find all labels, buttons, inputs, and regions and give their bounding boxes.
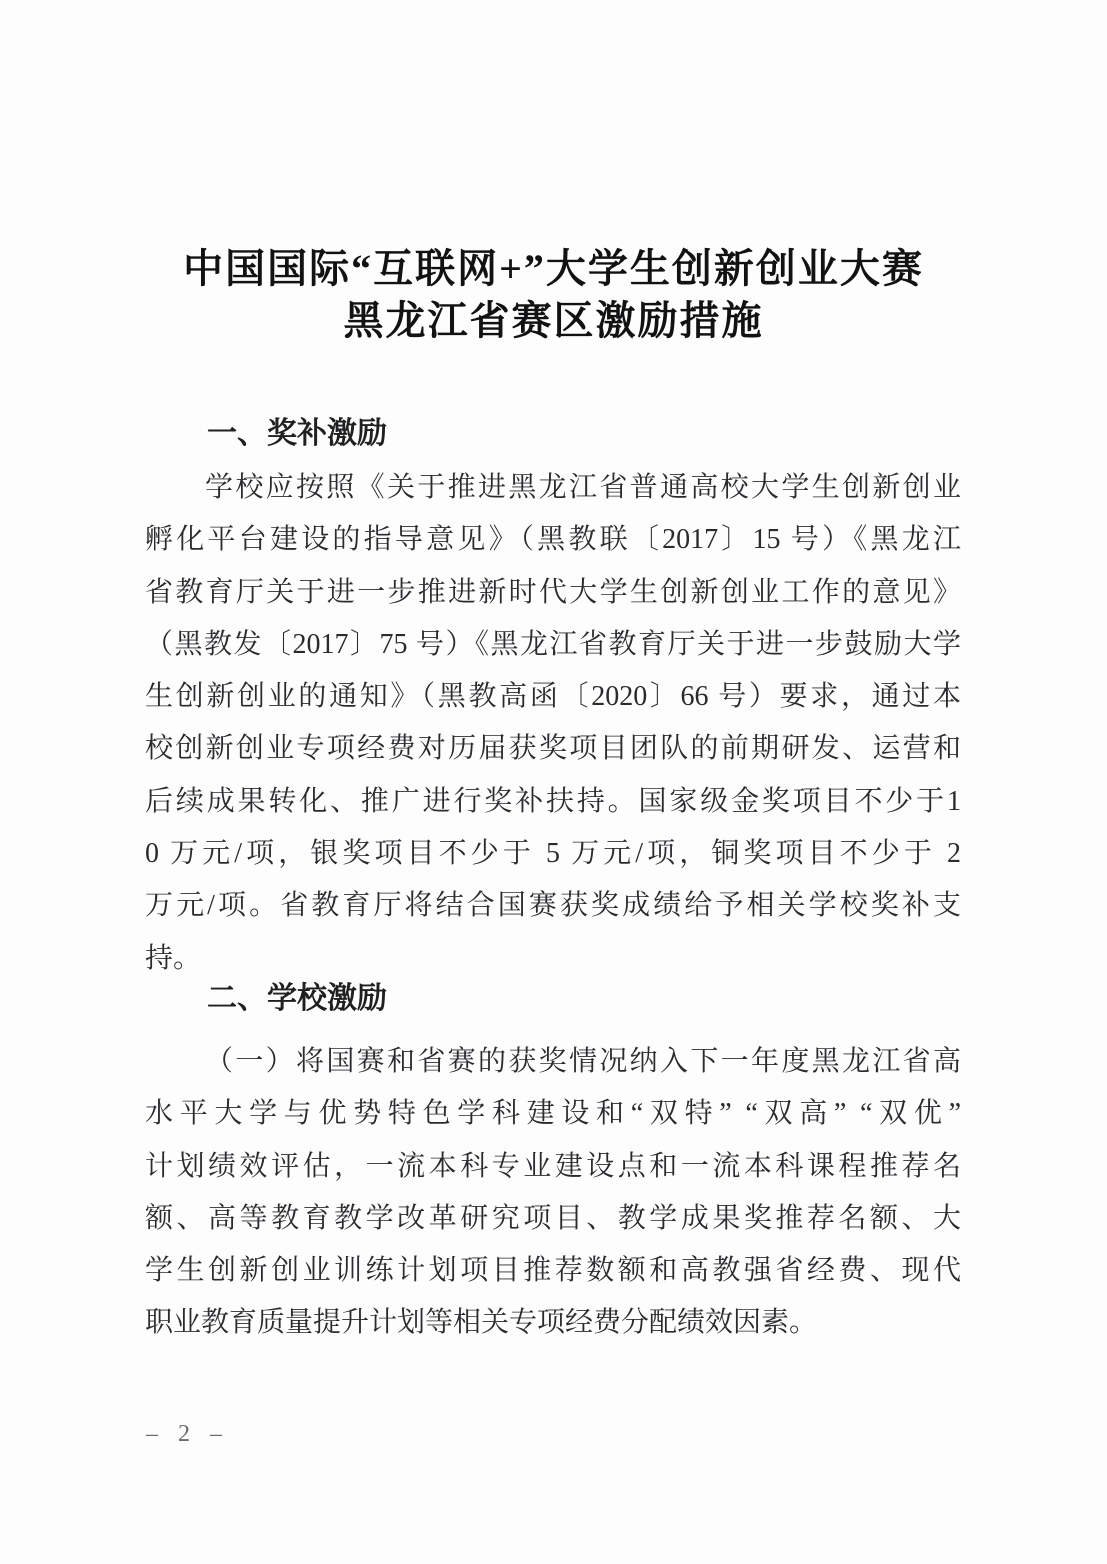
paragraph-school-incentive [145, 1036, 961, 1350]
document-title-line-2: 黑龙江省赛区激励措施 [343, 298, 764, 343]
text-line: 0 万元/项，银奖项目不少于 5 万元/项，铜奖项目不少于 2 [145, 838, 961, 870]
text-line: 职业教育质量提升计划等相关专项经费分配绩效因素。 [145, 1307, 818, 1339]
text-line: （黑教发〔2017〕75 号）《黑龙江省教育厅关于进一步鼓励大学 [145, 628, 961, 660]
text-line: 学校应按照《关于推进黑龙江省普通高校大学生创新创业 [205, 472, 961, 503]
text-line: 万元/项。省教育厅将结合国赛获奖成绩给予相关学校奖补支 [145, 890, 961, 922]
text-line: 生创新创业的通知》（黑教高函〔2020〕66 号）要求，通过本 [145, 681, 961, 713]
text-line: 额、高等教育教学改革研究项目、教学成果奖推荐名额、大 [145, 1202, 961, 1234]
text-line: 持。 [145, 942, 202, 974]
page-number: – 2 – [146, 1421, 229, 1447]
section-heading-reward-incentive: 一、奖补激励 [207, 417, 387, 450]
document-title [0, 243, 1107, 347]
text-line: （一）将国赛和省赛的获奖情况纳入下一年度黑龙江省高 [205, 1046, 961, 1077]
document-title-line-1: 中国国际“互联网+”大学生创新创业大赛 [183, 246, 924, 291]
section-heading-school-incentive: 二、学校激励 [207, 982, 387, 1015]
text-line: 省教育厅关于进一步推进新时代大学生创新创业工作的意见》 [145, 576, 961, 608]
text-line: 学生创新创业训练计划项目推荐数额和高教强省经费、现代 [145, 1255, 961, 1287]
text-line: 后续成果转化、推广进行奖补扶持。国家级金奖项目不少于1 [145, 785, 961, 817]
text-line: 孵化平台建设的指导意见》（黑教联〔2017〕15 号）《黑龙江 [145, 524, 961, 556]
paragraph-reward-incentive [145, 462, 961, 985]
text-line: 校创新创业专项经费对历届获奖项目团队的前期研发、运营和 [145, 733, 961, 765]
text-line: 水平大学与优势特色学科建设和“双特” “双高” “双优” [145, 1098, 961, 1130]
text-line: 计划绩效评估，一流本科专业建设点和一流本科课程推荐名 [145, 1150, 961, 1182]
